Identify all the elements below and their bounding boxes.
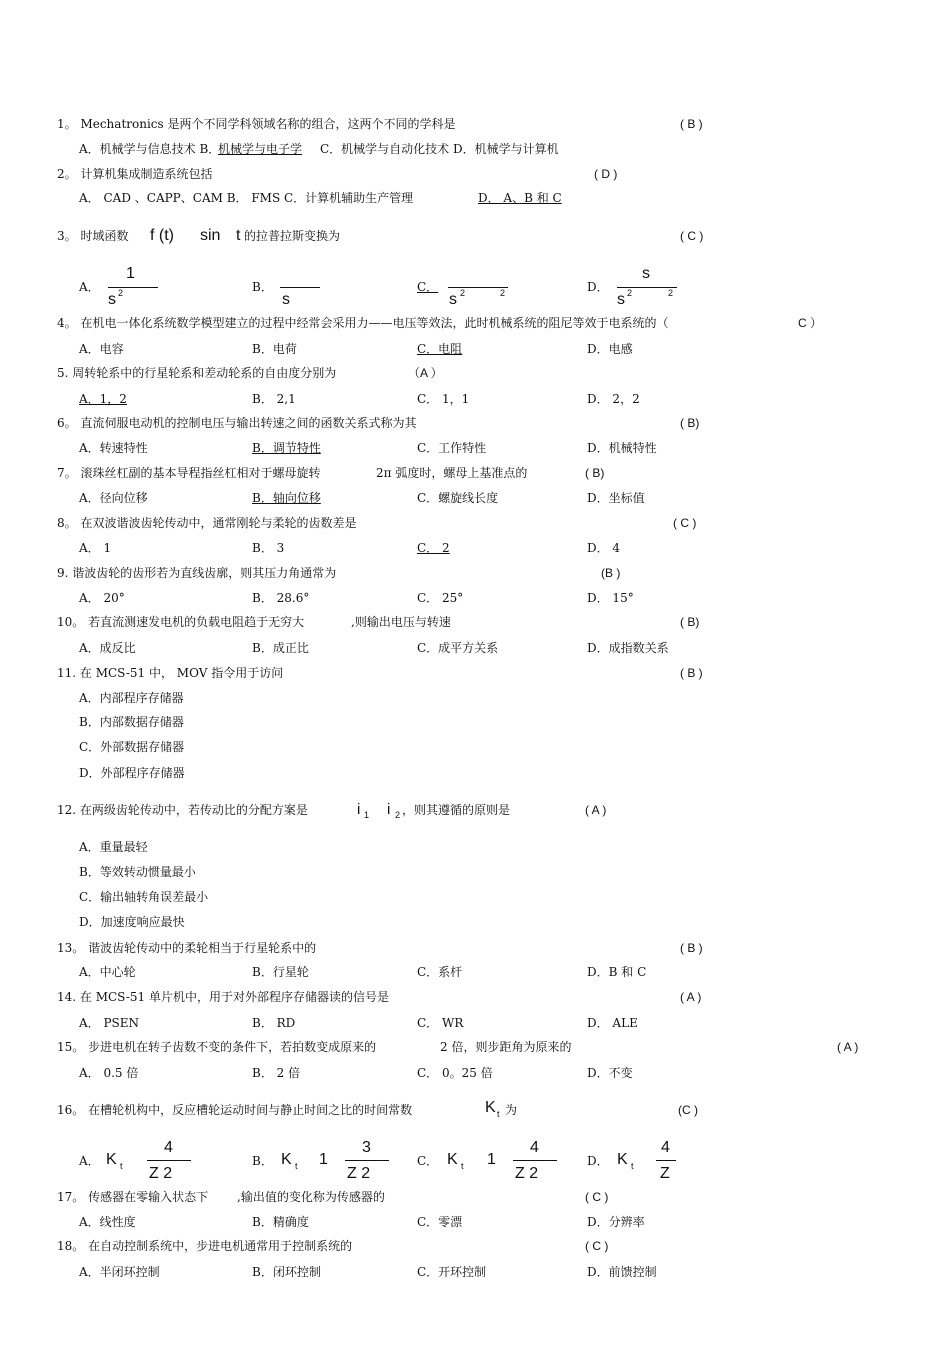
option-c: C． 25° [417,591,464,605]
math-k: K [106,1151,117,1168]
question-stem: 6。 直流伺服电动机的控制电压与输出转速之间的函数关系式称为其 [57,416,417,430]
option-d: D．外部程序存储器 [79,766,185,780]
option-b: B．成正比 [252,641,309,655]
option-b: B． 28.6° [252,591,310,605]
option-b: B． 2,1 [252,392,296,406]
options-a-c: A． CAD 、CAPP、CAM B． FMS C．计算机辅助生产管理 [79,191,414,205]
answer-key: ( C ) [680,229,704,243]
option-c: C． 0。25 倍 [417,1066,493,1080]
question-stem: 1。 Mechatronics 是两个不同学科领域名称的组合，这两个不同的学科是 [57,117,456,131]
option-d: D．电感 [587,342,633,356]
option-b: B．电荷 [252,342,297,356]
math-one: 1 [487,1151,496,1168]
option-a-label: A． [79,1154,100,1168]
subscript: 2 [395,810,401,820]
option-d: D．前馈控制 [587,1265,657,1279]
math-i1: i [357,801,361,818]
option-a: A．半闭环控制 [79,1265,160,1279]
option-a-label: A． [79,280,100,294]
answer-key: (C ) [678,1103,698,1117]
answer-key: ( A ) [585,803,607,817]
option-c: C． WR [417,1016,464,1030]
fraction-denominator: Z 2 [347,1165,371,1182]
option-d: D．分辨率 [587,1215,645,1229]
fraction-bar [656,1160,676,1161]
option-b-label: B． [252,280,273,294]
option-c: C．开环控制 [417,1265,487,1279]
answer-key: ( A ) [837,1040,859,1054]
fraction-numerator: 3 [362,1139,371,1156]
answer-key: ( C ) [585,1239,609,1253]
fraction-denominator: Z [660,1165,670,1182]
fraction-numerator: 4 [661,1139,670,1156]
option-c: C． 2 [417,541,450,555]
math-function: f (t) [150,227,174,244]
option-d: D． 4 [587,541,621,555]
question-stem: 3。 时域函数 [57,229,129,243]
question-stem: 7。 滚珠丝杠副的基本导程指丝杠相对于螺母旋转 [57,466,321,480]
question-stem: 2。 计算机集成制造系统包括 [57,167,213,181]
math-one: 1 [319,1151,328,1168]
answer-key: ( A ) [680,990,702,1004]
question-stem: 18。 在自动控制系统中，步进电机通常用于控制系统的 [57,1239,353,1253]
fraction-denominator: Z 2 [515,1165,539,1182]
option-b: B． 3 [252,541,285,555]
option-c: C．系杆 [417,965,463,979]
answer-key: （A ） [408,366,443,380]
option-d: D． 15° [587,591,634,605]
option-d: D．加速度响应最快 [79,915,185,929]
fraction-bar [108,287,158,288]
fraction-numerator: 1 [126,265,135,282]
math-i2: i [387,801,391,818]
exponent: 2 [460,288,466,298]
option-c: C．输出轴转角误差最小 [79,890,209,904]
option-a: A．成反比 [79,641,136,655]
option-a: A．内部程序存储器 [79,691,184,705]
option-d: D．不变 [587,1066,633,1080]
subscript: t [497,1109,500,1119]
answer-key: ( C ) [585,1190,609,1204]
option-a: A． 0.5 倍 [79,1066,139,1080]
option-b: B．等效转动惯量最小 [79,865,196,879]
option-b: 机械学与电子学 [218,142,303,156]
question-stem-tail: 为 [505,1103,518,1117]
option-a: A．1，2 [79,392,127,406]
option-d: D．B 和 C [587,965,647,979]
question-stem: 17。 传感器在零输入状态下 [57,1190,209,1204]
question-stem-tail: ，则其遵循的原则是 [402,803,511,817]
fraction-denominator: Z 2 [149,1165,173,1182]
answer-key: ( B) [680,615,700,629]
answer-key: ( B ) [680,941,703,955]
fraction-numerator: 4 [530,1139,539,1156]
option-a: A．径向位移 [79,491,148,505]
question-stem: 9. 谐波齿轮的齿形若为直线齿廓，则其压力角通常为 [57,566,337,580]
option-a: A．转速特性 [79,441,148,455]
option-c: C．零漂 [417,1215,463,1229]
option-a: A．线性度 [79,1215,136,1229]
option-a: A．电容 [79,342,124,356]
exponent: 2 [668,288,674,298]
question-stem-tail: 的拉普拉斯变换为 [244,229,341,243]
option-c: C．外部数据存储器 [79,740,185,754]
question-stem: 5. 周转轮系中的行星轮系和差动轮系的自由度分别为 [57,366,337,380]
option-c-label: C． [417,1154,439,1168]
option-b: B．轴向位移 [252,491,321,505]
question-stem: 14. 在 MCS-51 单片机中，用于对外部程序存储器读的信号是 [57,990,389,1004]
option-c: C．电阻 [417,342,463,356]
option-b: B． RD [252,1016,296,1030]
option-b: B． 2 倍 [252,1066,301,1080]
subscript: t [461,1161,464,1171]
math-k: K [617,1151,628,1168]
option-d-label: D． [587,280,609,294]
option-b-label: B． [252,1154,273,1168]
fraction-bar [345,1160,389,1161]
subscript: t [120,1161,123,1171]
fraction-numerator: 4 [164,1139,173,1156]
question-stem-mid: 2 倍，则步距角为原来的 [440,1040,572,1054]
question-stem-mid: 2π 弧度时，螺母上基准点的 [376,466,528,480]
answer-key: ( C ) [673,516,697,530]
fraction-bar [280,287,320,288]
option-a: A．中心轮 [79,965,136,979]
answer-key: (B ) [601,566,621,580]
question-stem: 12. 在两级齿轮传动中，若传动比的分配方案是 [57,803,308,817]
question-stem-mid: ,则输出电压与转速 [351,615,451,629]
math-sin: sin [200,227,221,244]
question-stem: 15。 步进电机在转子齿数不变的条件下，若拍数变成原来的 [57,1040,377,1054]
answer-key: ( B ) [680,666,703,680]
answer-key: C ） [798,316,823,330]
fraction-bar [513,1160,557,1161]
question-stem: 11. 在 MCS-51 中， MOV 指令用于访问 [57,666,284,680]
option-a: A． 20° [79,591,125,605]
math-k: K [485,1099,496,1116]
option-b: B．行星轮 [252,965,309,979]
exponent: 2 [627,288,633,298]
fraction-bar [448,287,508,288]
option-b: B．精确度 [252,1215,309,1229]
math-k: K [281,1151,292,1168]
fraction-denominator: s [617,291,625,308]
fraction-denominator: s [108,291,116,308]
option-d: D． ALE [587,1016,638,1030]
subscript: t [631,1161,634,1171]
option-d-label: D． [587,1154,609,1168]
answer-key: ( D ) [594,167,618,181]
option-c: C．工作特性 [417,441,487,455]
fraction-denominator: s [449,291,457,308]
option-c: C．成平方关系 [417,641,499,655]
option-b: B．调节特性 [252,441,321,455]
question-stem: 10。 若直流测速发电机的负载电阻趋于无穷大 [57,615,305,629]
question-stem: 8。 在双波谐波齿轮传动中，通常刚轮与柔轮的齿数差是 [57,516,357,530]
question-stem: 13。 谐波齿轮传动中的柔轮相当于行星轮系中的 [57,941,317,955]
option-b: B．内部数据存储器 [79,715,184,729]
answer-key: ( B) [680,416,700,430]
math-k: K [447,1151,458,1168]
subscript: 1 [364,810,370,820]
option-d: D．坐标值 [587,491,645,505]
option-d: D．成指数关系 [587,641,669,655]
fraction-numerator: s [642,265,650,282]
option-c-label: C． [417,280,439,294]
fraction-denominator: s [282,291,290,308]
answer-key: ( B) [585,466,605,480]
exponent: 2 [500,288,506,298]
fraction-bar [147,1160,191,1161]
question-stem: 16。 在槽轮机构中，反应槽轮运动时间与静止时间之比的时间常数 [57,1103,413,1117]
option-d: D． A、B 和 C [478,191,562,205]
option-d: D． 2，2 [587,392,640,406]
answer-key: ( B ) [680,117,703,131]
option-b: B．闭环控制 [252,1265,321,1279]
subscript: t [295,1161,298,1171]
math-t: t [236,227,241,244]
option-a: A． PSEN [79,1016,140,1030]
option-c-d: C．机械学与自动化技术 D．机械学与计算机 [320,142,559,156]
exponent: 2 [118,288,124,298]
option-c: C． 1，1 [417,392,470,406]
question-stem-mid: ,输出值的变化称为传感器的 [237,1190,385,1204]
option-d: D．机械特性 [587,441,657,455]
question-stem: 4。 在机电一体化系统数学模型建立的过程中经常会采用力——电压等效法，此时机械系统的阻尼等效于电系统的（ [57,316,669,330]
option-a: A．机械学与信息技术 B． [79,142,221,156]
option-a: A．重量最轻 [79,840,148,854]
option-c: C．螺旋线长度 [417,491,499,505]
option-a: A． 1 [79,541,112,555]
